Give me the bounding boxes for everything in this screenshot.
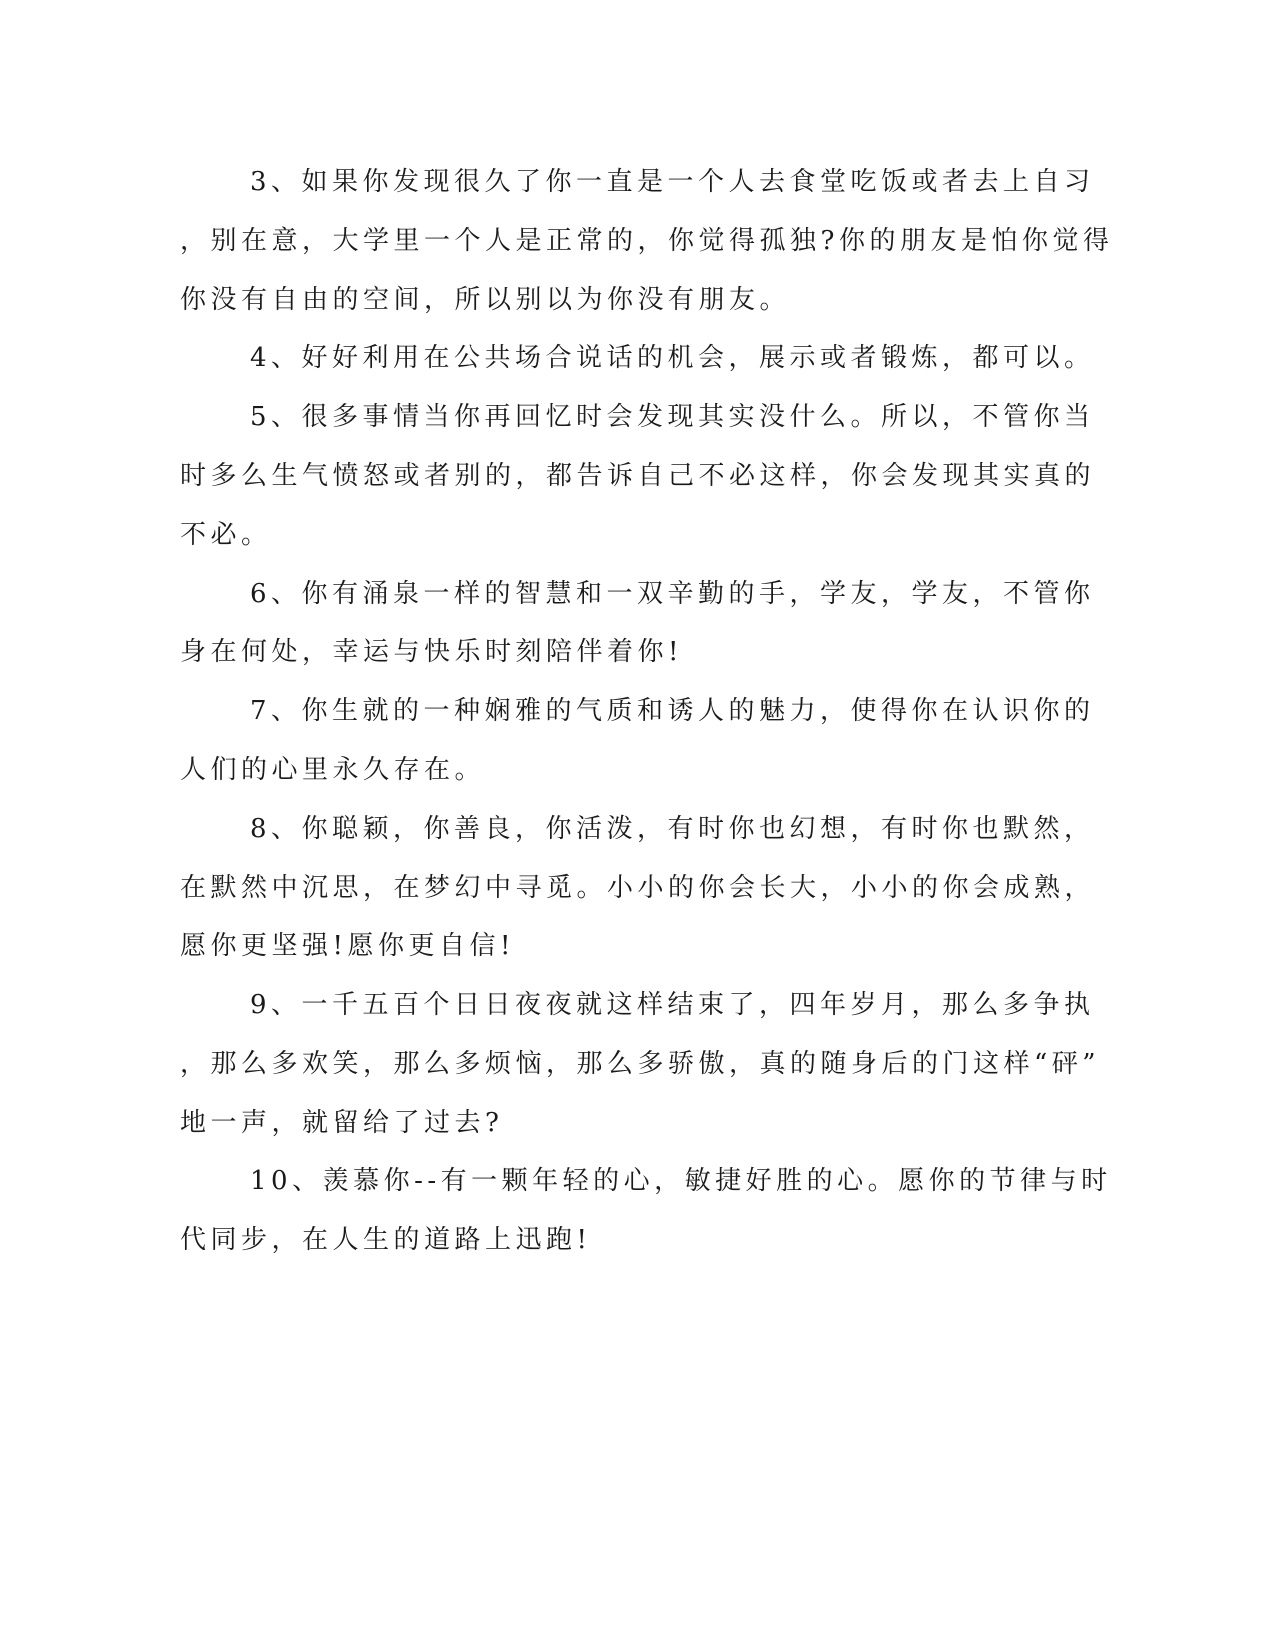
paragraph-8-line-2: 在默然中沉思，在梦幻中寻觅。小小的你会长大，小小的你会成熟， [180,873,1096,903]
paragraph-3-line-3: 你没有自由的空间，所以别以为你没有朋友。 [180,285,791,315]
paragraph-5-line-2: 时多么生气愤怒或者别的，都告诉自己不必这样，你会发现其实真的 [180,461,1096,491]
paragraph-5-line-1: 5、很多事情当你再回忆时会发现其实没什么。所以，不管你当 [250,402,1095,432]
paragraph-7-line-1: 7、你生就的一种娴雅的气质和诱人的魅力，使得你在认识你的 [250,696,1095,726]
paragraph-4-line-1: 4、好好利用在公共场合说话的机会，展示或者锻炼，都可以。 [250,343,1095,373]
paragraph-3-line-1: 3、如果你发现很久了你一直是一个人去食堂吃饭或者去上自习 [250,167,1095,197]
paragraph-7-line-2: 人们的心里永久存在。 [180,755,486,785]
paragraph-9-line-3: 地一声，就留给了过去? [180,1108,504,1138]
paragraph-8-line-3: 愿你更坚强!愿你更自信! [180,931,515,961]
paragraph-9-line-2: ，那么多欢笑，那么多烦恼，那么多骄傲，真的随身后的门这样“砰” [180,1049,1101,1079]
paragraph-3-line-2: ，别在意，大学里一个人是正常的，你觉得孤独?你的朋友是怕你觉得 [180,226,1114,256]
paragraph-6-line-1: 6、你有涌泉一样的智慧和一双辛勤的手，学友，学友，不管你 [250,579,1095,609]
paragraph-8-line-1: 8、你聪颖，你善良，你活泼，有时你也幻想，有时你也默然， [250,814,1095,844]
paragraph-5-line-3: 不必。 [180,520,272,550]
paragraph-10-line-2: 代同步，在人生的道路上迅跑! [180,1225,592,1255]
paragraph-10-line-1: 10、羡慕你--有一颗年轻的心，敏捷好胜的心。愿你的节律与时 [250,1166,1112,1196]
paragraph-9-line-1: 9、一千五百个日日夜夜就这样结束了，四年岁月，那么多争执 [250,990,1095,1020]
paragraph-6-line-2: 身在何处，幸运与快乐时刻陪伴着你! [180,637,683,667]
